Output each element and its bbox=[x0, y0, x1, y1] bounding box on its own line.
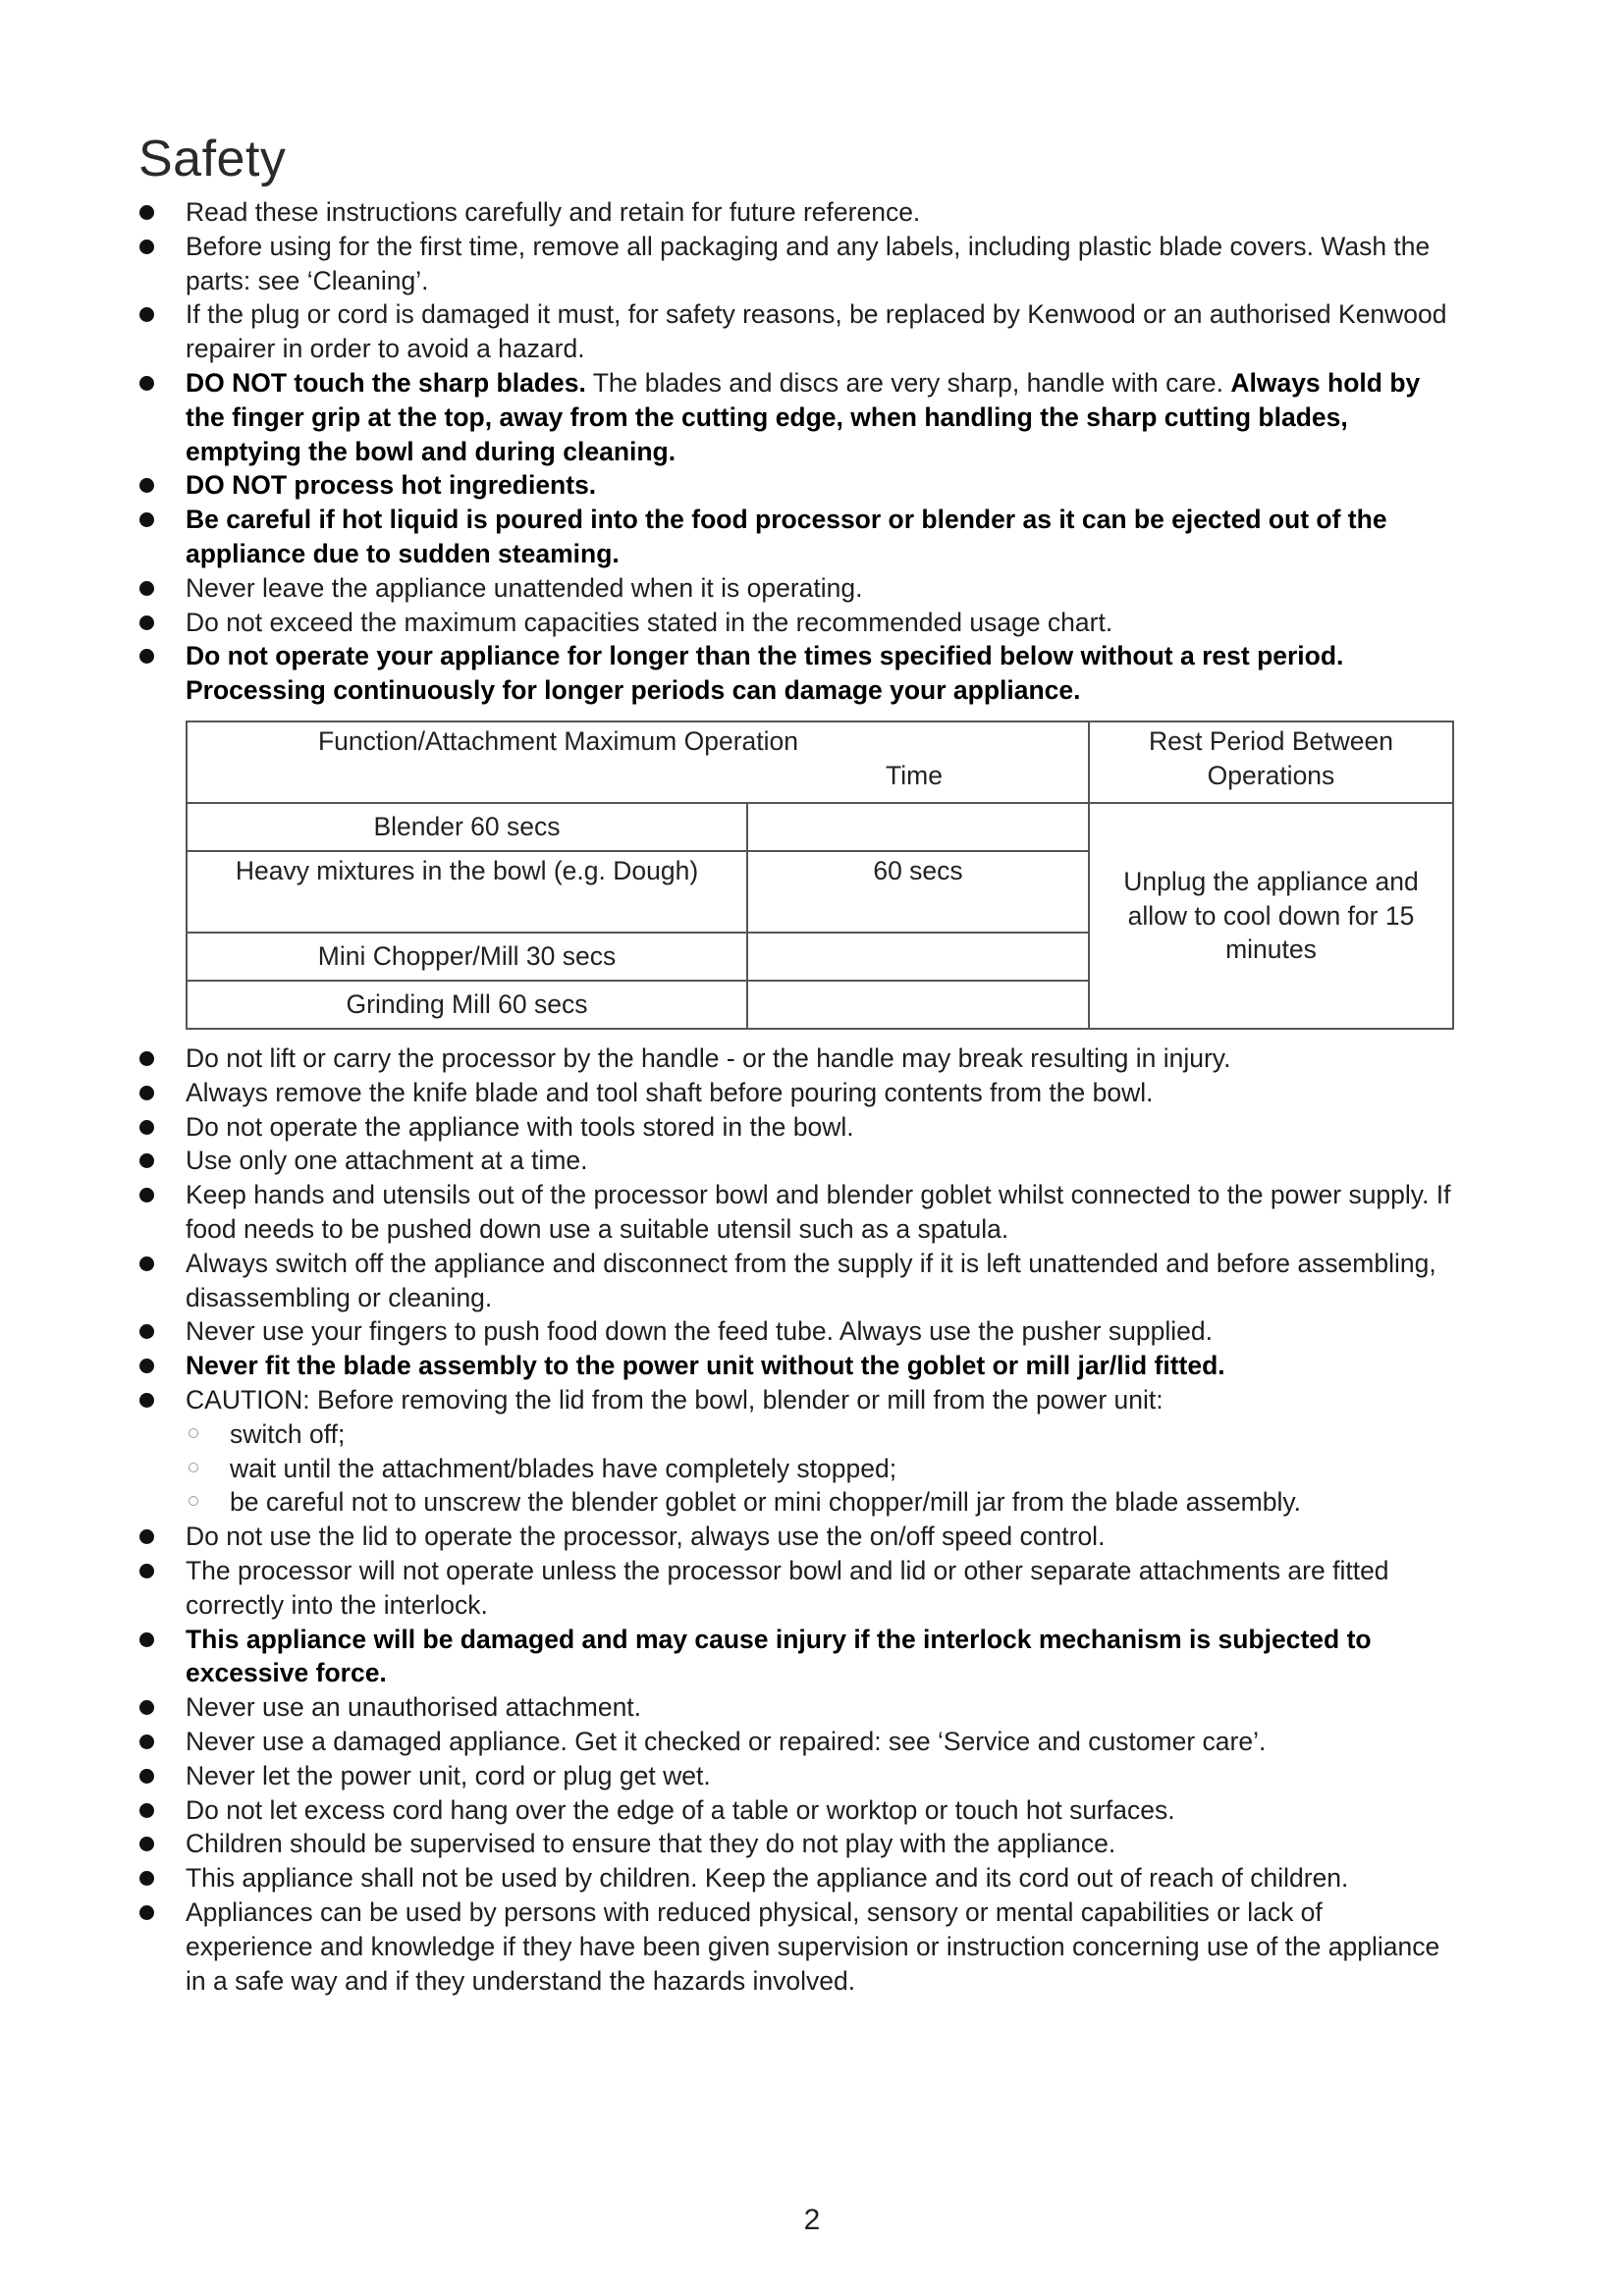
list-item-text: This appliance shall not be used by children. Keep the appliance and its cord out of reach of children. bbox=[186, 1863, 1349, 1894]
safety-list-bottom bbox=[0, 1041, 1624, 1998]
bullet-icon bbox=[139, 1769, 154, 1784]
table-cell-mini-chopper: Mini Chopper/Mill 30 secs bbox=[187, 933, 747, 981]
list-item bbox=[0, 1178, 1452, 1247]
caution-sublist bbox=[186, 1417, 1452, 1520]
bullet-icon bbox=[139, 478, 154, 493]
bullet-icon bbox=[139, 307, 154, 322]
table-cell-heavy-mixtures: Heavy mixtures in the bowl (e.g. Dough) bbox=[187, 851, 747, 933]
list-item bbox=[0, 1076, 1452, 1110]
list-item bbox=[0, 1759, 1452, 1793]
table-header-time: Time bbox=[886, 760, 943, 790]
list-item-text: Never let the power unit, cord or plug get wet. bbox=[186, 1760, 711, 1790]
bullet-icon bbox=[139, 1324, 154, 1339]
bullet-icon bbox=[139, 1086, 154, 1100]
table-cell-blender: Blender 60 secs bbox=[187, 803, 747, 851]
list-item-text: Never use an unauthorised attachment. bbox=[186, 1692, 642, 1723]
list-item-text: Read these instructions carefully and retain for future reference. bbox=[186, 197, 921, 227]
list-item-text: Keep hands and utensils out of the processor bowl and blender goblet whilst connected to the power supply. If food needs to be pushed down use a suitable utensil such as a spatula. bbox=[186, 1180, 1451, 1244]
list-item bbox=[0, 1314, 1452, 1349]
list-item bbox=[0, 1110, 1452, 1145]
list-item-text: The processor will not operate unless the processor bowl and lid or other separate attachments are fitted correctly into the interlock. bbox=[186, 1555, 1389, 1620]
list-item-text: Never leave the appliance unattended when it is operating. bbox=[186, 572, 863, 603]
table-cell-empty bbox=[747, 981, 1089, 1029]
list-item bbox=[0, 1247, 1452, 1315]
list-item bbox=[0, 1725, 1452, 1759]
list-item bbox=[0, 571, 1452, 606]
list-item bbox=[0, 1349, 1452, 1383]
page-number: 2 bbox=[803, 2204, 821, 2236]
table-header-function: Function/Attachment Maximum Operation bbox=[318, 726, 798, 756]
bullet-icon bbox=[139, 205, 154, 220]
list-item-text: Always remove the knife blade and tool shaft before pouring contents from the bowl. bbox=[186, 1077, 1154, 1107]
table-header-rest: Rest Period Between Operations bbox=[1089, 721, 1453, 803]
circle-bullet-icon bbox=[189, 1496, 198, 1506]
list-item bbox=[0, 606, 1452, 640]
list-item-text: DO NOT process hot ingredients. bbox=[186, 470, 597, 501]
table-cell-time-value: 60 secs bbox=[747, 851, 1089, 933]
bullet-icon bbox=[139, 1905, 154, 1920]
list-item bbox=[0, 230, 1452, 298]
list-item bbox=[0, 1041, 1452, 1076]
caution-subitem-text: be careful not to unscrew the blender goblet or mini chopper/mill jar from the blade assembly. bbox=[230, 1487, 1301, 1518]
bullet-icon bbox=[139, 1564, 154, 1578]
table-cell-rest-period: Unplug the appliance and allow to cool down for 15 minutes bbox=[1089, 803, 1453, 1029]
list-item-text: This appliance will be damaged and may cause injury if the interlock mechanism is subjected to excessive force. bbox=[186, 1624, 1372, 1688]
operation-times-table bbox=[186, 721, 1454, 1030]
bullet-icon bbox=[139, 376, 154, 391]
list-item bbox=[0, 639, 1452, 708]
list-item-text: Children should be supervised to ensure that they do not play with the appliance. bbox=[186, 1829, 1116, 1859]
list-item bbox=[0, 503, 1452, 571]
caution-subitem bbox=[186, 1417, 1452, 1452]
list-item bbox=[0, 1144, 1452, 1178]
bullet-icon bbox=[139, 1359, 154, 1373]
list-item-text: Do not let excess cord hang over the edge of a table or worktop or touch hot surfaces. bbox=[186, 1794, 1175, 1825]
bullet-icon bbox=[139, 1735, 154, 1749]
bullet-icon bbox=[139, 1393, 154, 1408]
list-item-text: Be careful if hot liquid is poured into the food processor or blender as it can be ejected out of the appliance due to sudden steaming. bbox=[186, 505, 1387, 568]
table-cell-empty bbox=[747, 933, 1089, 981]
bullet-icon bbox=[139, 1051, 154, 1066]
page-title: Safety bbox=[138, 131, 287, 187]
list-item-text: Before using for the first time, remove all packaging and any labels, including plastic blade covers. Wash the parts: see ‘Cleaning’. bbox=[186, 231, 1431, 295]
list-item-text: CAUTION: Before removing the lid from the bowl, blender or mill from the power unit: bbox=[186, 1384, 1164, 1415]
table-cell-grinding-mill: Grinding Mill 60 secs bbox=[187, 981, 747, 1029]
list-item-text: Never use your fingers to push food down the feed tube. Always use the pusher supplied. bbox=[186, 1316, 1213, 1347]
safety-list-top bbox=[0, 195, 1624, 708]
list-item-text: Always switch off the appliance and disconnect from the supply if it is left unattended and before assembling, disassembling or cleaning. bbox=[186, 1248, 1436, 1312]
list-item-text: Do not operate your appliance for longer than the times specified below without a rest period. Processing continuously for longer periods can damage your appliance. bbox=[186, 641, 1344, 706]
list-item bbox=[0, 1554, 1452, 1623]
list-item bbox=[0, 1690, 1452, 1725]
caution-subitem bbox=[186, 1452, 1452, 1486]
circle-bullet-icon bbox=[189, 1463, 198, 1472]
list-item bbox=[0, 1383, 1452, 1520]
list-item-text: Never use a damaged appliance. Get it checked or repaired: see ‘Service and customer care’. bbox=[186, 1726, 1267, 1756]
list-item-text: Do not exceed the maximum capacities stated in the recommended usage chart. bbox=[186, 607, 1113, 637]
bullet-icon bbox=[139, 240, 154, 254]
list-item-text: DO NOT touch the sharp blades. bbox=[186, 367, 586, 398]
list-item bbox=[0, 297, 1452, 366]
list-item-text: Appliances can be used by persons with reduced physical, sensory or mental capabilities or lack of experience and knowledge if they have been given supervision or instruction concerning use of the appliance in a safe way and if they understand the hazards involved. bbox=[186, 1896, 1440, 1996]
bullet-icon bbox=[139, 1529, 154, 1544]
list-item-text: Use only one attachment at a time. bbox=[186, 1146, 588, 1176]
list-item-text: Do not lift or carry the processor by the handle - or the handle may break resulting in injury. bbox=[186, 1043, 1231, 1073]
list-item-text: If the plug or cord is damaged it must, for safety reasons, be replaced by Kenwood or an authorised Kenwood repairer in order to avoid a hazard. bbox=[186, 299, 1447, 364]
bullet-icon bbox=[139, 1803, 154, 1818]
list-item bbox=[0, 468, 1452, 503]
caution-subitem bbox=[186, 1485, 1452, 1520]
bullet-icon bbox=[139, 1120, 154, 1135]
list-item-text: The blades and discs are very sharp, handle with care. bbox=[585, 367, 1231, 398]
list-item-text: Always hold by the finger grip at the top, away from the cutting edge, when handling the sharp cutting blades, emptying the bowl and during cleaning. bbox=[186, 367, 1421, 466]
bullet-icon bbox=[139, 649, 154, 664]
list-item-text: Never fit the blade assembly to the power unit without the goblet or mill jar/lid fitted. bbox=[186, 1351, 1225, 1381]
bullet-icon bbox=[139, 512, 154, 527]
bullet-icon bbox=[139, 1188, 154, 1202]
list-item bbox=[0, 1623, 1452, 1691]
bullet-icon bbox=[139, 1871, 154, 1886]
list-item-text: Do not operate the appliance with tools stored in the bowl. bbox=[186, 1111, 854, 1142]
bullet-icon bbox=[139, 1632, 154, 1647]
bullet-icon bbox=[139, 1837, 154, 1851]
list-item bbox=[0, 1861, 1452, 1896]
table-cell-empty bbox=[747, 803, 1089, 851]
circle-bullet-icon bbox=[189, 1428, 198, 1438]
list-item bbox=[0, 1896, 1452, 1998]
list-item bbox=[0, 1520, 1452, 1554]
list-item bbox=[0, 366, 1452, 468]
table-header-function-time bbox=[187, 721, 1089, 803]
bullet-icon bbox=[139, 615, 154, 630]
bullet-icon bbox=[139, 1256, 154, 1271]
list-item bbox=[0, 1793, 1452, 1828]
list-item-text: Do not use the lid to operate the processor, always use the on/off speed control. bbox=[186, 1522, 1106, 1552]
list-item bbox=[0, 195, 1452, 230]
list-item bbox=[0, 1827, 1452, 1861]
caution-subitem-text: wait until the attachment/blades have completely stopped; bbox=[230, 1453, 897, 1483]
bullet-icon bbox=[139, 1700, 154, 1715]
caution-subitem-text: switch off; bbox=[230, 1418, 346, 1449]
bullet-icon bbox=[139, 1153, 154, 1168]
bullet-icon bbox=[139, 581, 154, 596]
